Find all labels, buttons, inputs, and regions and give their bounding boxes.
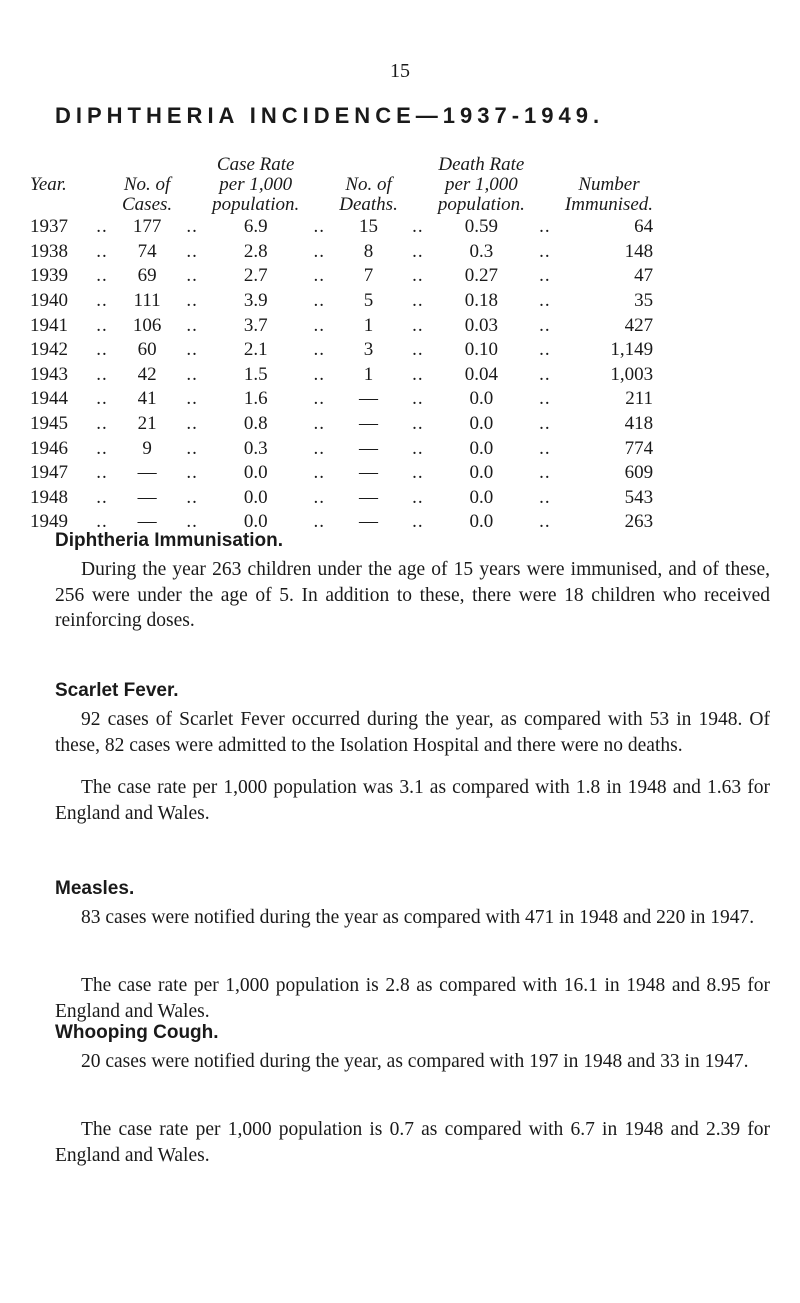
cell-year: 1941 — [30, 314, 68, 336]
dot-leader: .. — [186, 437, 198, 459]
cell-case-rate: 1.5 — [243, 363, 268, 385]
cell-cases: — — [137, 486, 157, 508]
dot-leader: .. — [96, 216, 108, 238]
cell-case-rate: 6.9 — [243, 216, 268, 238]
cell-case-rate: 2.1 — [243, 339, 268, 361]
section-paragraph: 92 cases of Scarlet Fever occurred during the year, as compared with 53 in 1948. Of these, 82 cases were admitted to the Isolation Hospital and there were no deaths. — [55, 709, 770, 756]
dot-leader: .. — [412, 290, 424, 312]
section-heading: Whooping Cough. — [55, 1022, 219, 1043]
dot-leader: .. — [96, 363, 108, 385]
cell-year: 1949 — [30, 511, 68, 533]
cell-immunised: 263 — [624, 511, 654, 533]
cell-death-rate: 0.0 — [469, 486, 494, 508]
dot-leader: .. — [313, 511, 325, 533]
dot-leader: .. — [96, 314, 108, 336]
dot-leader: .. — [96, 290, 108, 312]
cell-immunised: 1,149 — [610, 339, 654, 361]
cell-deaths: 8 — [363, 240, 374, 262]
cell-immunised: 47 — [634, 265, 654, 287]
dot-leader: .. — [96, 413, 108, 435]
dot-leader: .. — [186, 413, 198, 435]
cell-death-rate: 0.03 — [464, 314, 498, 336]
cell-cases: — — [137, 462, 157, 484]
cell-year: 1948 — [30, 486, 68, 508]
header-year: Year. — [30, 174, 67, 195]
cell-case-rate: 0.3 — [243, 437, 268, 459]
dot-leader: .. — [186, 339, 198, 361]
cell-year: 1946 — [30, 437, 68, 459]
dot-leader: .. — [539, 388, 551, 410]
cell-cases: 74 — [137, 240, 157, 262]
dot-leader: .. — [412, 413, 424, 435]
table-row — [30, 264, 653, 289]
table-row — [30, 215, 653, 240]
dot-leader: .. — [186, 462, 198, 484]
cell-deaths: 7 — [363, 265, 374, 287]
cell-cases: 106 — [132, 314, 162, 336]
table-row — [30, 289, 653, 314]
cell-immunised: 774 — [624, 437, 654, 459]
cell-death-rate: 0.59 — [464, 216, 498, 238]
section-paragraph: The case rate per 1,000 population is 2.8 as compared with 16.1 in 1948 and 8.95 for England and Wales. — [55, 975, 770, 1022]
cell-case-rate: 1.6 — [243, 388, 268, 410]
table-row — [30, 313, 653, 338]
cell-cases: 41 — [137, 388, 157, 410]
cell-cases: 42 — [137, 363, 157, 385]
header-cases: No. of Cases. — [122, 174, 173, 215]
dot-leader: .. — [96, 511, 108, 533]
dot-leader: .. — [186, 486, 198, 508]
dot-leader: .. — [186, 314, 198, 336]
cell-case-rate: 0.0 — [243, 486, 268, 508]
cell-deaths: — — [359, 437, 379, 459]
dot-leader: .. — [96, 486, 108, 508]
section-heading: Measles. — [55, 878, 135, 899]
cell-case-rate: 2.8 — [243, 240, 268, 262]
table-body — [30, 215, 653, 535]
dot-leader: .. — [96, 240, 108, 262]
dot-leader: .. — [539, 437, 551, 459]
header-case-rate: Case Rate per 1,000 population. — [212, 154, 300, 215]
dot-leader: .. — [313, 363, 325, 385]
cell-year: 1945 — [30, 413, 68, 435]
page-number: 15 — [390, 60, 410, 82]
cell-immunised: 64 — [634, 216, 654, 238]
dot-leader: .. — [313, 388, 325, 410]
dot-leader: .. — [539, 339, 551, 361]
cell-case-rate: 3.9 — [243, 290, 268, 312]
cell-year: 1942 — [30, 339, 68, 361]
cell-death-rate: 0.27 — [464, 265, 498, 287]
dot-leader: .. — [539, 486, 551, 508]
cell-deaths: — — [359, 388, 379, 410]
cell-year: 1944 — [30, 388, 68, 410]
cell-year: 1947 — [30, 462, 68, 484]
table-row — [30, 387, 653, 412]
table-row — [30, 486, 653, 511]
dot-leader: .. — [539, 314, 551, 336]
cell-case-rate: 0.0 — [243, 511, 268, 533]
dot-leader: .. — [186, 240, 198, 262]
dot-leader: .. — [313, 216, 325, 238]
dot-leader: .. — [412, 462, 424, 484]
dot-leader: .. — [313, 339, 325, 361]
dot-leader: .. — [313, 265, 325, 287]
cell-deaths: — — [359, 462, 379, 484]
section-paragraph: 20 cases were notified during the year, as compared with 197 in 1948 and 33 in 1947. — [81, 1051, 749, 1072]
cell-immunised: 148 — [624, 240, 654, 262]
header-death-rate: Death Rate per 1,000 population. — [437, 154, 525, 215]
cell-year: 1943 — [30, 363, 68, 385]
table-row — [30, 363, 653, 388]
cell-immunised: 211 — [625, 388, 654, 410]
cell-immunised: 1,003 — [610, 363, 654, 385]
cell-death-rate: 0.0 — [469, 511, 494, 533]
cell-deaths: 3 — [363, 339, 374, 361]
cell-death-rate: 0.3 — [469, 240, 494, 262]
dot-leader: .. — [412, 437, 424, 459]
cell-year: 1938 — [30, 240, 68, 262]
section-paragraph: 83 cases were notified during the year as compared with 471 in 1948 and 220 in 1947. — [81, 907, 755, 928]
dot-leader: .. — [539, 216, 551, 238]
header-deaths: No. of Deaths. — [339, 174, 398, 215]
dot-leader: .. — [313, 413, 325, 435]
section-heading: Scarlet Fever. — [55, 680, 179, 701]
cell-case-rate: 3.7 — [243, 314, 268, 336]
cell-death-rate: 0.0 — [469, 413, 494, 435]
table-row — [30, 240, 653, 265]
cell-case-rate: 0.8 — [243, 413, 268, 435]
dot-leader: .. — [186, 388, 198, 410]
cell-deaths: — — [359, 486, 379, 508]
dot-leader: .. — [412, 314, 424, 336]
cell-immunised: 609 — [624, 462, 654, 484]
dot-leader: .. — [412, 265, 424, 287]
section-paragraph: The case rate per 1,000 population was 3.1 as compared with 1.8 in 1948 and 1.63 for England and Wales. — [55, 777, 770, 824]
cell-deaths: — — [359, 511, 379, 533]
dot-leader: .. — [412, 216, 424, 238]
cell-death-rate: 0.18 — [464, 290, 498, 312]
dot-leader: .. — [539, 290, 551, 312]
cell-death-rate: 0.0 — [469, 462, 494, 484]
table-row — [30, 461, 653, 486]
cell-case-rate: 0.0 — [243, 462, 268, 484]
dot-leader: .. — [539, 240, 551, 262]
cell-death-rate: 0.0 — [469, 437, 494, 459]
dot-leader: .. — [96, 437, 108, 459]
cell-cases: 111 — [133, 290, 161, 312]
section-heading: Diphtheria Immunisation. — [55, 530, 284, 551]
cell-immunised: 35 — [634, 290, 654, 312]
dot-leader: .. — [186, 216, 198, 238]
dot-leader: .. — [539, 413, 551, 435]
cell-cases: — — [137, 511, 157, 533]
dot-leader: .. — [186, 265, 198, 287]
cell-immunised: 427 — [624, 314, 654, 336]
cell-deaths: 1 — [363, 314, 374, 336]
table-row — [30, 338, 653, 363]
header-immunised: Number Immunised. — [564, 174, 654, 215]
cell-cases: 60 — [137, 339, 157, 361]
dot-leader: .. — [412, 240, 424, 262]
dot-leader: .. — [412, 486, 424, 508]
cell-cases: 69 — [137, 265, 157, 287]
dot-leader: .. — [313, 486, 325, 508]
dot-leader: .. — [96, 462, 108, 484]
diphtheria-incidence-table — [30, 155, 653, 535]
section-paragraph: During the year 263 children under the age of 15 years were immunised, and of these, 256 were under the age of 5. In addition to these, there were 18 children who received reinforcing doses. — [55, 559, 770, 631]
dot-leader: .. — [539, 511, 551, 533]
dot-leader: .. — [313, 437, 325, 459]
cell-cases: 177 — [132, 216, 162, 238]
section-paragraph: The case rate per 1,000 population is 0.7 as compared with 6.7 in 1948 and 2.39 for England and Wales. — [55, 1119, 770, 1166]
table-row — [30, 412, 653, 437]
dot-leader: .. — [313, 240, 325, 262]
cell-immunised: 418 — [624, 413, 654, 435]
cell-immunised: 543 — [624, 486, 654, 508]
cell-year: 1940 — [30, 290, 68, 312]
dot-leader: .. — [412, 388, 424, 410]
cell-case-rate: 2.7 — [243, 265, 268, 287]
dot-leader: .. — [539, 462, 551, 484]
cell-death-rate: 0.0 — [469, 388, 494, 410]
dot-leader: .. — [313, 314, 325, 336]
cell-death-rate: 0.04 — [464, 363, 498, 385]
dot-leader: .. — [96, 388, 108, 410]
cell-cases: 9 — [142, 437, 152, 459]
table-header-row — [30, 155, 653, 215]
cell-year: 1937 — [30, 216, 68, 238]
dot-leader: .. — [412, 363, 424, 385]
cell-deaths: 1 — [363, 363, 374, 385]
cell-deaths: — — [359, 413, 379, 435]
dot-leader: .. — [412, 511, 424, 533]
cell-year: 1939 — [30, 265, 68, 287]
cell-cases: 21 — [137, 413, 157, 435]
dot-leader: .. — [313, 462, 325, 484]
cell-deaths: 5 — [363, 290, 374, 312]
table-title: DIPHTHERIA INCIDENCE—1937-1949. — [55, 103, 605, 128]
cell-deaths: 15 — [359, 216, 379, 238]
dot-leader: .. — [96, 265, 108, 287]
dot-leader: .. — [96, 339, 108, 361]
dot-leader: .. — [539, 265, 551, 287]
table-row — [30, 436, 653, 461]
dot-leader: .. — [186, 290, 198, 312]
dot-leader: .. — [186, 511, 198, 533]
cell-death-rate: 0.10 — [464, 339, 498, 361]
dot-leader: .. — [186, 363, 198, 385]
dot-leader: .. — [412, 339, 424, 361]
dot-leader: .. — [539, 363, 551, 385]
dot-leader: .. — [313, 290, 325, 312]
